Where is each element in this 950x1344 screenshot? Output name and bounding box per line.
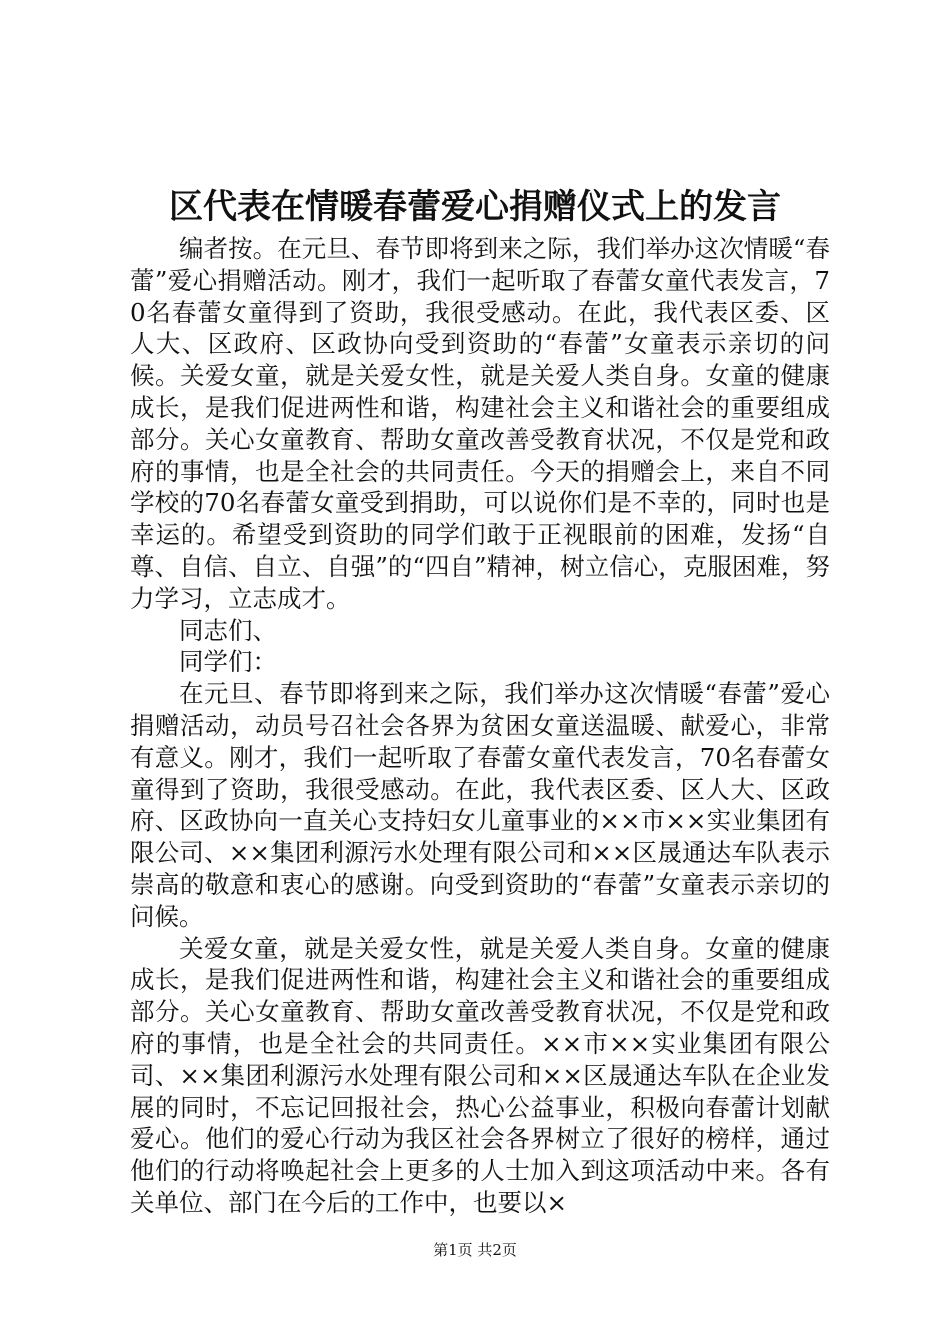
document-body (130, 233, 830, 1219)
body-paragraph: 关爱女童，就是关爱女性，就是关爱人类自身。女童的健康成长，是我们促进两性和谐，构建社会主义和谐社会的重要组成部分。关心女童教育、帮助女童改善受教育状况，不仅是党和政府的事情，也是全社会的共同责任。××市××实业集团有限公司、××集团利源污水处理有限公司和××区晟通达车队在企业发展的同时，不忘记回报社会，热心公益事业，积极向春蕾计划献爱心。他们的爱心行动为我区社会各界树立了很好的榜样，通过他们的行动将唤起社会上更多的人士加入到这项活动中来。各有关单位、部门在今后的工作中，也要以× (130, 933, 830, 1217)
salutation-students: 同学们： (179, 647, 277, 677)
editor-note-paragraph: 编者按。在元旦、春节即将到来之际，我们举办这次情暖“春蕾”爱心捐赠活动。刚才，我们一起听取了春蕾女童代表发言，70名春蕾女童得到了资助，我很受感动。在此，我代表区委、区人大、区政府、区政协向受到资助的“春蕾”女童表示亲切的问候。关爱女童，就是关爱女性，就是关爱人类自身。女童的健康成长，是我们促进两性和谐，构建社会主义和谐社会的重要组成部分。关心女童教育、帮助女童改善受教育状况，不仅是党和政府的事情，也是全社会的共同责任。今天的捐赠会上，来自不同学校的70名春蕾女童受到捐助，可以说你们是不幸的，同时也是幸运的。希望受到资助的同学们敢于正视眼前的困难，发扬“自尊、自信、自立、自强”的“四自”精神，树立信心，克服困难，努力学习，立志成才。 (130, 234, 830, 613)
body-paragraph: 在元旦、春节即将到来之际，我们举办这次情暖“春蕾”爱心捐赠活动，动员号召社会各界为贫困女童送温暖、献爱心，非常有意义。刚才，我们一起听取了春蕾女童代表发言，70名春蕾女童得到了资助，我很受感动。在此，我代表区委、区人大、区政府、区政协向一直关心支持妇女儿童事业的××市××实业集团有限公司、××集团利源污水处理有限公司和××区晟通达车队表示崇高的敬意和衷心的感谢。向受到资助的“春蕾”女童表示亲切的问候。 (130, 679, 830, 931)
salutation-comrades: 同志们、 (179, 615, 277, 645)
document-title: 区代表在情暖春蕾爱心捐赠仪式上的发言 (169, 187, 781, 227)
page-footer: 第1页 共2页 (433, 1241, 517, 1259)
